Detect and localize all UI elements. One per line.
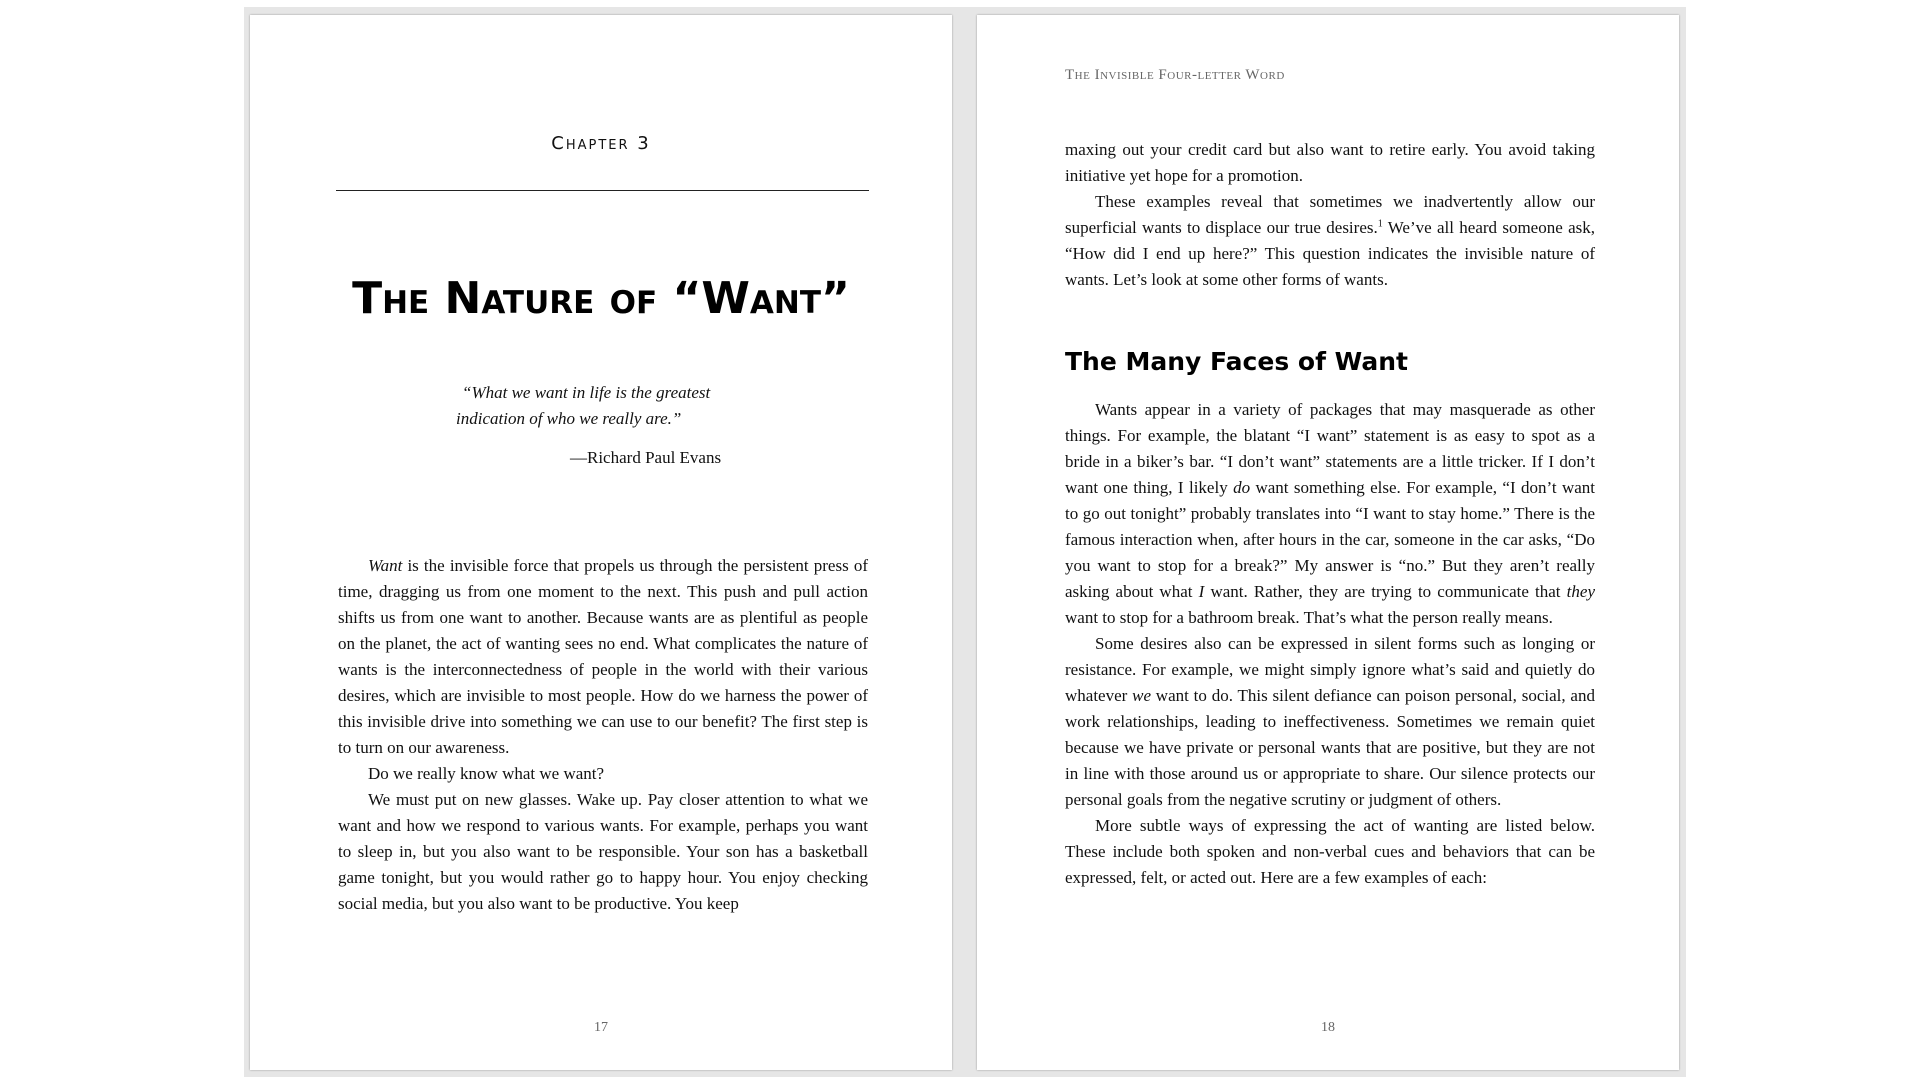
right-main-body-text bbox=[1065, 397, 1595, 891]
epigraph-quote bbox=[456, 380, 756, 432]
paragraph-text: want to stop for a bathroom break. That’s what the person really means. bbox=[1065, 608, 1553, 627]
section-heading: The Many Faces of Want bbox=[1065, 347, 1408, 376]
epigraph-line-1: “What we want in life is the greatest bbox=[462, 383, 711, 402]
paragraph-text: is the invisible force that propels us through the persistent press of time, dragging us from one moment to the next. This push and pull action shifts us from one want to another. Because wants are as plentiful as people on the planet, the act of wanting sees no end. What complicates the nature of wants is the interconnectedness of people in the world with their various desires, which are invisible to most people. How do we harness the power of this invisible drive into something we can use to our benefit? The first step is to turn on our awareness. bbox=[338, 556, 868, 757]
emphasis: they bbox=[1566, 582, 1595, 601]
paragraph: We must put on new glasses. Wake up. Pay closer attention to what we want and how we respond to various wants. For example, perhaps you want to sleep in, but you also want to be responsible. Your son has a basketball game tonight, but you would rather go to happy hour. You enjoy checking social media, but you also want to be productive. You keep bbox=[338, 790, 868, 913]
left-page bbox=[250, 15, 952, 1070]
chapter-title: The Nature of “Want” bbox=[352, 273, 850, 324]
book-spread bbox=[244, 7, 1686, 1077]
paragraph-text: want. Rather, they are trying to communicate that bbox=[1204, 582, 1567, 601]
paragraph bbox=[1065, 631, 1595, 813]
page-number: 18 bbox=[1321, 1020, 1335, 1035]
chapter-divider bbox=[336, 190, 869, 191]
chapter-label: Chapter 3 bbox=[551, 133, 651, 154]
paragraph: Do we really know what we want? bbox=[368, 764, 605, 783]
paragraph-text: want something else. For example, “I don’t want to go out tonight” probably translates into “I want to stay home.” There is the famous interaction when, after hours in the car, someone in the car asks, “Do you want to stop for a break?” My answer is “no.” But they aren’t really asking about what bbox=[1065, 478, 1595, 601]
paragraph-text: We’ve all heard someone ask, “How did I end up here?” This question indicates the invisible nature of wants. Let’s look at some other forms of wants. bbox=[1065, 218, 1595, 289]
right-top-body-text bbox=[1065, 137, 1595, 293]
emphasis: I bbox=[1198, 582, 1205, 601]
epigraph-line-2: indication of who we really are.” bbox=[456, 409, 682, 428]
paragraph bbox=[1065, 397, 1595, 631]
paragraph bbox=[1065, 189, 1595, 293]
paragraph bbox=[338, 553, 868, 761]
emphasis: do bbox=[1233, 478, 1251, 497]
left-body-text bbox=[338, 553, 868, 917]
right-page bbox=[977, 15, 1679, 1070]
paragraph-text: Wants appear in a variety of packages that may masquerade as other things. For example, the blatant “I want” statement is as easy to spot as a bride in a biker’s bar. “I don’t want” statements are a little tricker. If I don’t want one thing, I likely bbox=[1065, 400, 1595, 497]
emphasis: we bbox=[1132, 686, 1151, 705]
paragraph-text: Some desires also can be expressed in silent forms such as longing or resistance. For example, we might simply ignore what’s said and quietly do whatever bbox=[1065, 634, 1595, 705]
epigraph-attribution: —Richard Paul Evans bbox=[570, 448, 722, 467]
emphasis: Want bbox=[368, 556, 403, 575]
paragraph: More subtle ways of expressing the act of wanting are listed below. These include both spoken and non-verbal cues and behaviors that can be expressed, felt, or acted out. Here are a few examples of each: bbox=[1065, 816, 1595, 887]
paragraph: maxing out your credit card but also want to retire early. You avoid taking initiative yet hope for a promotion. bbox=[1065, 140, 1595, 185]
footnote-marker[interactable]: 1 bbox=[1377, 218, 1383, 230]
page-number: 17 bbox=[594, 1020, 608, 1035]
paragraph-text: These examples reveal that sometimes we inadvertently allow our superficial wants to displace our true desires. bbox=[1065, 192, 1595, 237]
running-head: The Invisible Four-letter Word bbox=[1065, 67, 1285, 83]
paragraph-text: want to do. This silent defiance can poison personal, social, and work relationships, leading to ineffectiveness. Sometimes we remain quiet because we have private or personal wants that are positive, but they are not in line with those around us or appropriate to share. Our silence protects our personal goals from the negative scrutiny or judgment of others. bbox=[1065, 686, 1595, 809]
